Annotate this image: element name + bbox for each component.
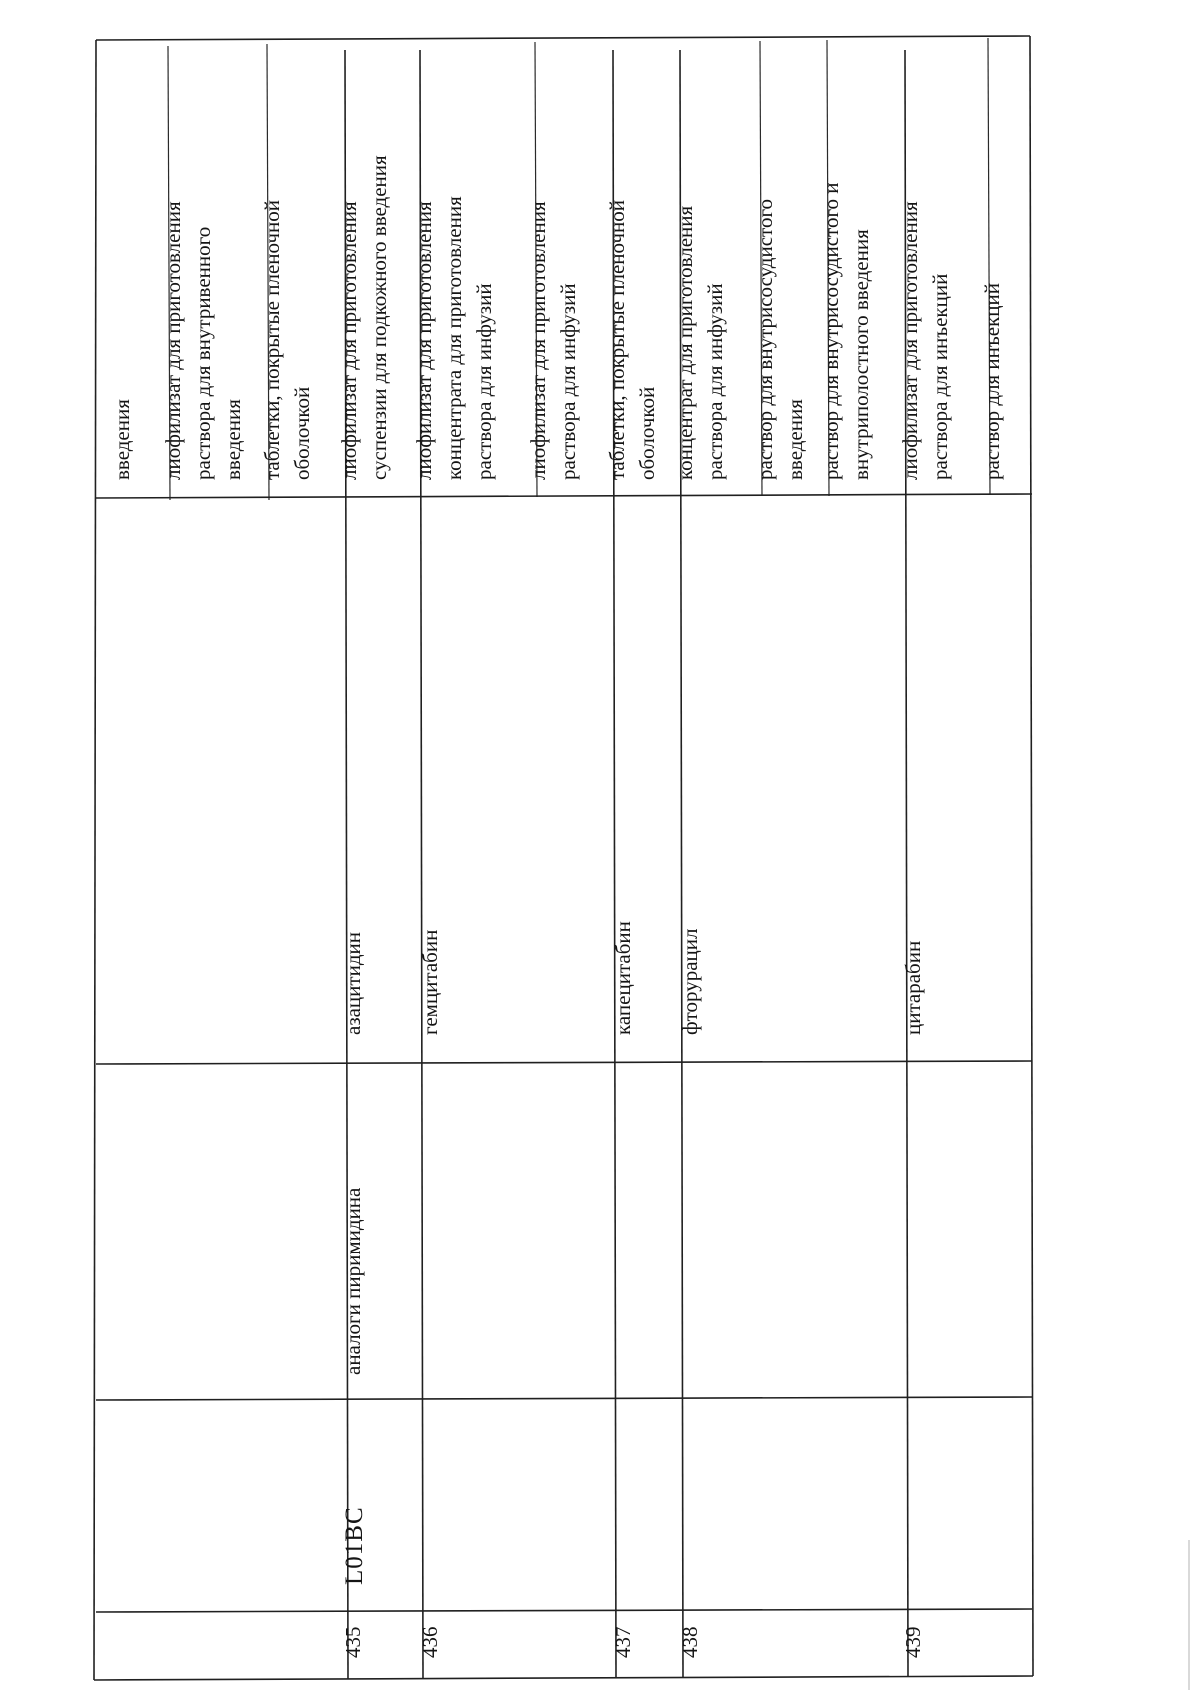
- atc-code: L01BC: [341, 1506, 368, 1585]
- form-line: раствора для инфузий: [703, 283, 727, 480]
- form-line: введения: [110, 399, 134, 480]
- form-line: введения: [783, 399, 807, 480]
- scan-edge-mark: [1188, 1540, 1190, 1690]
- form-line: концентрата для приготовления: [442, 196, 466, 480]
- drug-inn: азацитидин: [341, 932, 365, 1035]
- form-line: введения: [221, 399, 245, 480]
- row-number: 437: [611, 1626, 635, 1658]
- form-line: оболочкой: [635, 386, 659, 480]
- form-line: оболочкой: [290, 386, 314, 480]
- form-line: лиофилизат для приготовления: [412, 201, 436, 480]
- form-line: раствор для инъекций: [980, 283, 1004, 480]
- drug-inn: гемцитабин: [418, 929, 442, 1035]
- form-line: лиофилизат для приготовления: [337, 201, 361, 480]
- form-line: раствора для инфузий: [472, 283, 496, 480]
- form-line: концентрат для приготовления: [673, 205, 697, 480]
- row-number: 439: [901, 1626, 925, 1658]
- row-number: 435: [341, 1626, 365, 1658]
- form-line: таблетки, покрытые пленочной: [260, 199, 284, 480]
- table-content: [110, 155, 1004, 1658]
- row-number: 438: [678, 1626, 702, 1658]
- form-line: лиофилизат для приготовления: [161, 201, 185, 480]
- row-number: 436: [418, 1626, 442, 1658]
- drug-inn: капецитабин: [611, 921, 635, 1035]
- form-line: внутриполостного введения: [849, 229, 873, 480]
- form-line: суспензии для подкожного введения: [367, 155, 391, 480]
- table-grid: [94, 36, 1033, 1680]
- form-line: раствора для внутривенного: [191, 226, 215, 480]
- form-line: раствора для инъекций: [928, 273, 952, 480]
- form-line: таблетки, покрытые пленочной: [605, 199, 629, 480]
- form-line: раствор для внутрисосудистого и: [819, 182, 843, 480]
- form-line: раствор для внутрисосудистого: [753, 198, 777, 480]
- drug-inn: фторурацил: [678, 928, 702, 1035]
- form-line: раствора для инфузий: [556, 283, 580, 480]
- pharm-group: аналоги пиримидина: [341, 1187, 365, 1375]
- form-line: лиофилизат для приготовления: [898, 201, 922, 480]
- form-line: лиофилизат для приготовления: [526, 201, 550, 480]
- drug-inn: цитарабин: [901, 940, 925, 1035]
